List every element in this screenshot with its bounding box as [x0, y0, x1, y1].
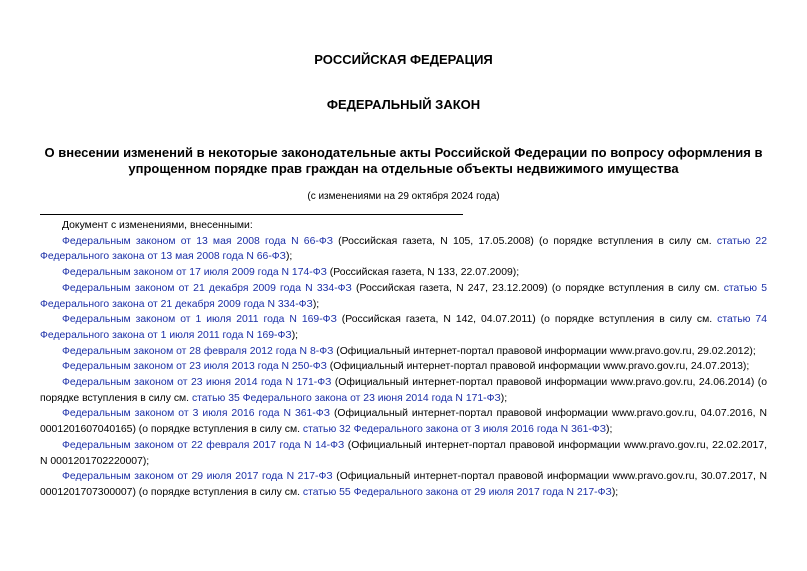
- law-link[interactable]: Федеральным законом от 3 июля 2016 года N 361-ФЗ: [62, 408, 330, 420]
- law-source-text: (Российская газета, N 133, 22.07.2009);: [326, 267, 520, 279]
- document-country-heading: РОССИЙСКАЯ ФЕДЕРАЦИЯ: [314, 52, 493, 67]
- law-source-text: (Официальный интернет-портал правовой информации www.pravo.gov.ru, 29.02.2012);: [333, 345, 756, 357]
- document-title: О внесении изменений в некоторые законодательные акты Российской Федерации по вопросу оформления в упрощенном порядке прав граждан на отдельные объекты недвижимого имущества: [44, 145, 763, 176]
- entry-tail-text: );: [312, 298, 320, 310]
- law-source-text: (Официальный интернет-портал правовой информации www.pravo.gov.ru, 24.07.2013);: [326, 361, 750, 373]
- law-source-text: (Официальный интернет-портал правовой информации www.pravo.gov.ru, 30.07.2017, N 0001201707300007) (о порядке вступления в силу см.: [40, 471, 767, 498]
- entry-tail-text: );: [285, 251, 293, 263]
- article-link[interactable]: статью 32 Федерального закона от 3 июля 2016 года N 361-ФЗ: [302, 424, 607, 436]
- amendment-entry: [40, 359, 767, 375]
- amendment-entry: [40, 375, 767, 406]
- amendments-list: [40, 218, 767, 501]
- entry-tail-text: );: [606, 424, 613, 436]
- amendment-entry: [40, 344, 767, 360]
- law-source-text: (Российская газета, N 105, 17.05.2008) (о порядке вступления в силу см.: [333, 235, 717, 247]
- amendment-entry: [40, 265, 767, 281]
- law-link[interactable]: Федеральным законом от 29 июля 2017 года N 217-ФЗ: [62, 471, 333, 483]
- law-link[interactable]: Федеральным законом от 28 февраля 2012 года N 8-ФЗ: [62, 345, 334, 357]
- law-source-text: (Российская газета, N 247, 23.12.2009) (о порядке вступления в силу см.: [351, 282, 724, 294]
- law-link[interactable]: Федеральным законом от 1 июля 2011 года N 169-ФЗ: [62, 314, 337, 326]
- law-link[interactable]: Федеральным законом от 23 июня 2014 года N 171-ФЗ: [62, 377, 332, 389]
- amendment-entry: [40, 234, 767, 265]
- law-link[interactable]: Федеральным законом от 17 июля 2009 года N 174-ФЗ: [62, 267, 327, 279]
- amendment-entry: [40, 281, 767, 312]
- law-source-text: (Российская газета, N 142, 04.07.2011) (о порядке вступления в силу см.: [336, 314, 718, 326]
- document-kind-heading: ФЕДЕРАЛЬНЫЙ ЗАКОН: [326, 97, 481, 112]
- law-source-text: (Официальный интернет-портал правовой информации www.pravo.gov.ru, 22.02.2017, N 0001201702220007);: [40, 439, 767, 467]
- amendment-entry: [40, 438, 767, 469]
- article-link[interactable]: статью 22 Федерального закона от 13 мая 2008 года N 66-ФЗ: [40, 235, 767, 263]
- law-link[interactable]: Федеральным законом от 21 декабря 2009 года N 334-ФЗ: [62, 282, 352, 294]
- article-link[interactable]: статью 74 Федерального закона от 1 июля 2011 года N 169-ФЗ: [40, 314, 767, 341]
- amendment-entry: [40, 406, 767, 437]
- article-link[interactable]: статью 5 Федерального закона от 21 декабря 2009 года N 334-ФЗ: [40, 282, 768, 310]
- law-link[interactable]: Федеральным законом от 22 февраля 2017 года N 14-ФЗ: [62, 439, 345, 451]
- amendment-note: (с изменениями на 29 октября 2024 года): [307, 191, 500, 202]
- amendment-entries: [40, 234, 767, 501]
- entry-tail-text: );: [611, 486, 619, 498]
- entry-tail-text: );: [291, 329, 299, 341]
- article-link[interactable]: статью 35 Федерального закона от 23 июня 2014 года N 171-ФЗ: [191, 392, 501, 404]
- entry-tail-text: );: [500, 392, 508, 404]
- amendment-entry: [40, 469, 767, 500]
- divider-rule: [40, 214, 463, 215]
- law-source-text: (Официальный интернет-портал правовой информации www.pravo.gov.ru, 24.06.2014) (о порядке вступления в силу см.: [40, 377, 767, 404]
- amendments-intro: Документ с изменениями, внесенными:: [62, 220, 253, 231]
- law-link[interactable]: Федеральным законом от 23 июля 2013 года N 250-ФЗ: [62, 361, 327, 373]
- law-link[interactable]: Федеральным законом от 13 мая 2008 года N 66-ФЗ: [62, 235, 333, 247]
- law-source-text: (Официальный интернет-портал правовой информации www.pravo.gov.ru, 04.07.2016, N 0001201607040165) (о порядке вступления в силу см.: [40, 408, 767, 436]
- article-link[interactable]: статью 55 Федерального закона от 29 июля 2017 года N 217-ФЗ: [302, 486, 612, 498]
- amendment-entry: [40, 312, 767, 343]
